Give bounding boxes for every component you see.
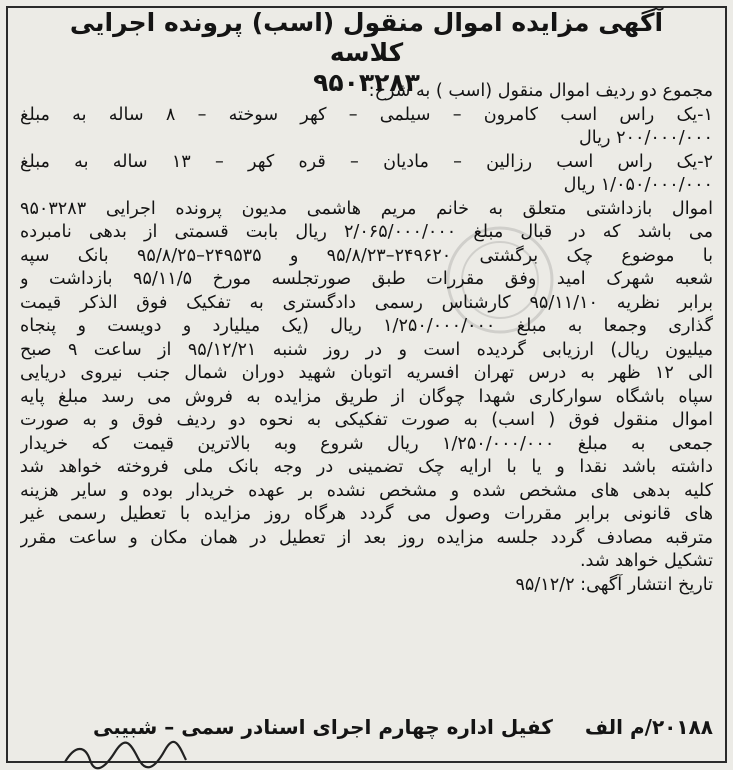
notice-body	[20, 80, 713, 597]
body-line: مترقبه مصادف گردد جلسه مزایده روز بعد از تعطیل در همان مکان و ساعت مقرر	[20, 527, 713, 548]
case-number: ۹۵۰۳۲۸۳	[313, 68, 420, 97]
body-line: داشته باشد نقدا و یا با ارایه چک تضمینی در وجه بانک ملی فروخته خواهد شد	[20, 457, 713, 477]
body-line: اموال بازداشتی متعلق به خانم مریم هاشمی مدیون پرونده اجرایی ۹۵۰۳۲۸۳	[20, 198, 713, 219]
publication-date: تاریخ انتشار آگهی: ۹۵/۱۲/۲	[515, 574, 713, 595]
handwritten-mark	[60, 740, 190, 770]
body-line: سپاه باشگاه سوارکاری شهدا چوگان از طریق مزایده به فروش می رسد مبلغ پایه	[20, 386, 713, 407]
body-line: ۲-یک راس اسب رزالین – مادیان – قره کهر – ۱۳ ساله به مبلغ	[20, 151, 713, 172]
title-line-1: آگهی مزایده اموال منقول (اسب) پرونده اجرایی کلاسه	[69, 8, 664, 67]
body-line: مجموع دو ردیف اموال منقول (اسب ) به شرح:	[368, 81, 713, 101]
body-line: شعبه شهرک امید وفق مقررات طبق صورتجلسه مورخ ۹۵/۱۱/۵ بازداشت و	[20, 269, 713, 289]
body-line: برابر نظریه ۹۵/۱۱/۱۰ کارشناس رسمی دادگستری به تفکیک فوق الذکر قیمت	[20, 292, 713, 313]
signature-line: کفیل اداره چهارم اجرای اسنادر سمی – شبیبی	[92, 715, 553, 739]
notice-footer	[20, 714, 713, 740]
body-line: ۱/۰۵۰/۰۰۰/۰۰۰ ریال	[563, 175, 713, 195]
body-line: تشکیل خواهد شد.	[579, 551, 713, 571]
notice-code: ۲۰۱۸۸/م الف	[584, 715, 713, 739]
body-line: با موضوع چک برگشتی ۲۴۹۶۲۰–۹۵/۸/۲۳ و ۲۴۹۵۳۵–۹۵/۸/۲۵ بانک سپه	[20, 245, 713, 266]
body-line: های قانونی برابر مقررات وصول می گردد هرگاه روز مزایده با تعطیل رسمی غیر	[20, 504, 713, 524]
body-line: کلیه بدهی های مشخص شده و مشخص نشده بر عهده خریدار بوده و سایر هزینه	[20, 480, 713, 501]
body-line: ۲۰۰/۰۰۰/۰۰۰ ریال	[578, 128, 713, 148]
body-line: اموال منقول فوق ( اسب) به صورت تفکیکی به نحوه دو ردیف فوق و به صورت	[20, 410, 713, 430]
body-line: جمعی به مبلغ ۱/۲۵۰/۰۰۰/۰۰۰ ریال شروع وبه بالاترین قیمت که خریدار	[20, 433, 713, 454]
body-line: می باشد که در قبال مبلغ ۲/۰۶۵/۰۰۰/۰۰۰ ریال بابت قسمتی از بدهی نامبرده	[20, 222, 713, 242]
body-line: گذاری وجمعا به مبلغ ۱/۲۵۰/۰۰۰/۰۰۰ ریال (یک میلیارد و دویست و پنجاه	[20, 316, 713, 336]
body-line: میلیون ریال) ارزیابی گردیده است و در روز شنبه ۹۵/۱۲/۲۱ از ساعت ۹ صبح	[20, 339, 713, 360]
body-line: ۱-یک راس اسب کامرون – سیلمی – کهر سوخته – ۸ ساله به مبلغ	[20, 104, 713, 125]
body-line: الی ۱۲ ظهر به درس تهران افسریه اتوبان شهید دوران شمال جنب نیروی دریایی	[20, 363, 713, 383]
